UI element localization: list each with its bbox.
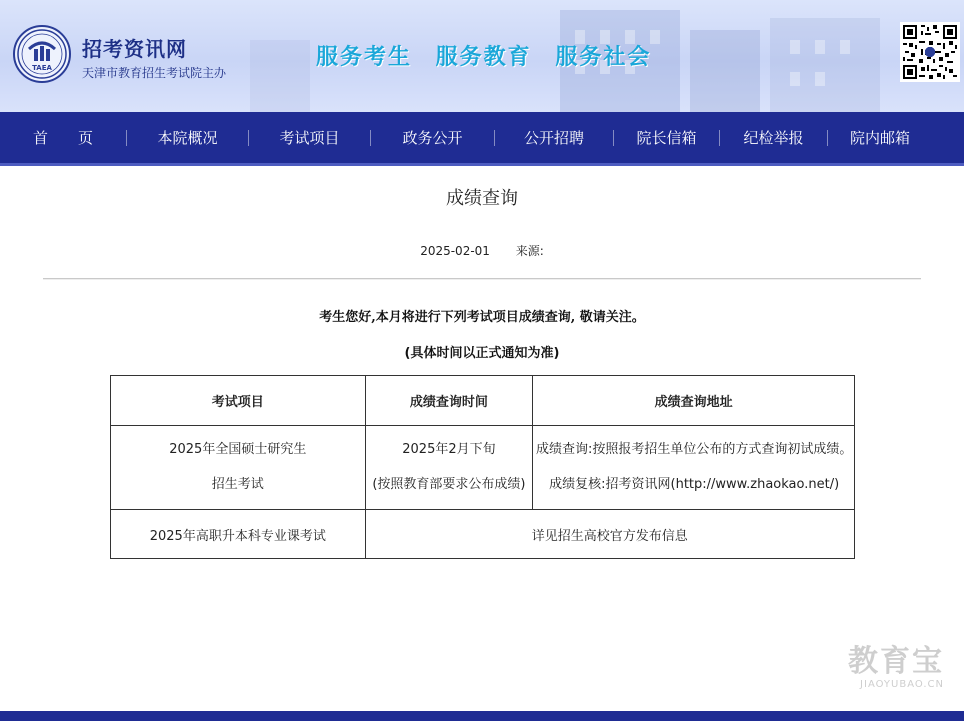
article-meta — [0, 242, 964, 259]
site-subtitle: 天津市教育招生考试院主办 — [82, 66, 227, 80]
time-line: 2025年2月下旬 — [402, 442, 496, 457]
nav-item-home[interactable]: 首 页 — [32, 128, 93, 147]
address-link[interactable]: 成绩复核:招考资讯网(http://www.zhaokao.net/) — [549, 477, 840, 492]
nav-item-internal-mail[interactable]: 院内邮箱 — [849, 128, 910, 147]
logo-text: TAEA — [32, 64, 52, 72]
banner-window — [790, 72, 800, 86]
emblem-icon — [15, 27, 69, 81]
banner-window — [815, 40, 825, 54]
table-cell-project — [111, 426, 366, 510]
column-header-address: 成绩查询地址 — [533, 376, 855, 426]
title-divider — [43, 278, 921, 279]
site-slogan: 服务考生 服务教育 服务社会 — [316, 44, 652, 70]
address-line: 成绩查询:按照报考招生单位公布的方式查询初试成绩。 — [535, 442, 853, 457]
column-header-time: 成绩查询时间 — [365, 376, 533, 426]
notice-text: 考生您好,本月将进行下列考试项目成绩查询, 敬请关注。 — [319, 310, 645, 325]
nav-item-about[interactable]: 本院概况 — [157, 128, 218, 147]
nav-item-discipline-report[interactable]: 纪检举报 — [743, 128, 804, 147]
time-line: (按照教育部要求公布成绩) — [372, 477, 526, 492]
site-header — [0, 0, 964, 112]
banner-building — [690, 30, 760, 112]
table-cell-time — [365, 426, 533, 510]
watermark — [848, 645, 944, 690]
nav-item-gov-affairs[interactable]: 政务公开 — [402, 128, 463, 147]
article-title: 成绩查询 — [446, 188, 518, 209]
table-header-row — [111, 376, 855, 426]
taea-logo[interactable] — [13, 25, 71, 83]
table-row — [111, 426, 855, 510]
table-cell-address — [533, 426, 855, 510]
column-header-project: 考试项目 — [111, 376, 366, 426]
publish-date: 2025-02-01 — [420, 244, 490, 258]
notice-subtext: (具体时间以正式通知为准) — [404, 346, 560, 361]
nav-item-exams[interactable]: 考试项目 — [279, 128, 340, 147]
table-cell-detail: 详见招生高校官方发布信息 — [365, 510, 854, 559]
banner-window — [790, 40, 800, 54]
banner-window — [815, 72, 825, 86]
banner-window — [840, 40, 850, 54]
score-query-table — [110, 375, 855, 559]
nav-item-recruitment[interactable]: 公开招聘 — [523, 128, 584, 147]
table-cell-project: 2025年高职升本科专业课考试 — [111, 510, 366, 559]
banner-window — [650, 30, 660, 44]
footer-bar — [0, 711, 964, 721]
project-line: 招生考试 — [211, 477, 264, 492]
qr-code-icon — [903, 25, 957, 79]
banner-building — [770, 18, 880, 112]
nav-item-president-mailbox[interactable]: 院长信箱 — [636, 128, 697, 147]
source-label: 来源: — [515, 244, 544, 258]
main-nav — [0, 112, 964, 166]
site-name[interactable]: 招考资讯网 — [82, 37, 187, 61]
watermark-domain: JIAOYUBAO.CN — [860, 679, 944, 690]
watermark-text: 教育宝 — [848, 644, 944, 679]
qr-code — [900, 22, 960, 82]
project-line: 2025年全国硕士研究生 — [169, 442, 307, 457]
banner-building — [250, 40, 310, 112]
table-row — [111, 510, 855, 559]
